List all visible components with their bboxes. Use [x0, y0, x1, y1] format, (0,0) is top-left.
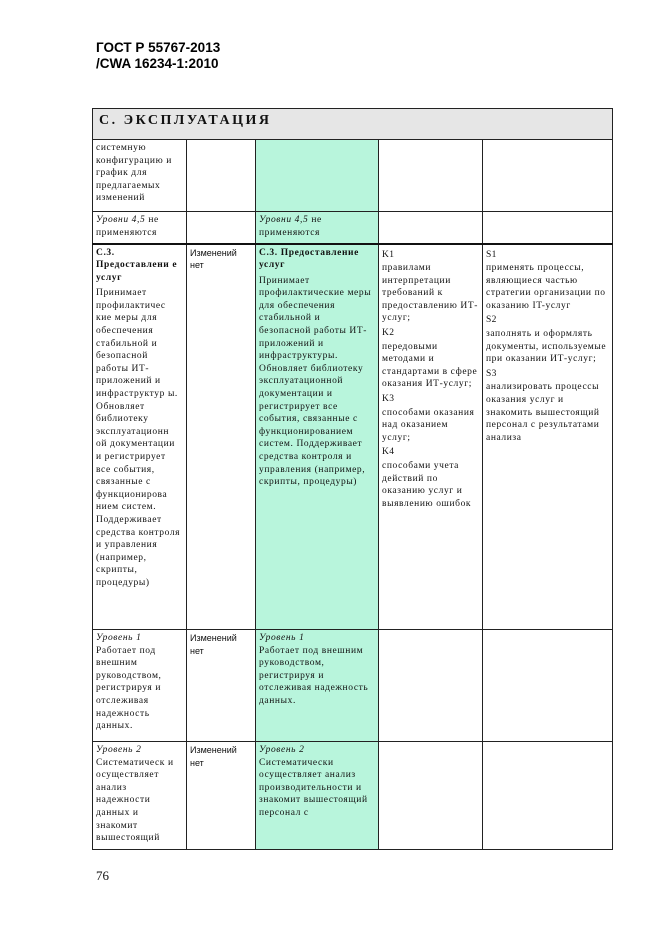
cell-level-1-highlighted [256, 630, 379, 742]
cell-text: системную конфигурацию и график для предлагаемых изменений [96, 143, 172, 204]
cell-knowledge-list [379, 244, 483, 630]
level-label: Уровень 2 [96, 745, 142, 755]
cell-highlighted [256, 140, 379, 212]
section-header-row [93, 109, 613, 140]
competence-title: С.3. Предоставлени е услуг [96, 247, 178, 283]
skill-text: применять процессы, являющиеся частью стратегии организации по оказанию IT-услуг [486, 263, 606, 311]
knowledge-code: K1 [382, 249, 395, 260]
knowledge-text: способами учета действий по оказанию услуг и выявлению ошибок [382, 461, 472, 509]
knowledge-text: способами оказания над оказанием услуг; [382, 407, 475, 443]
table-row [93, 212, 613, 244]
skill-code: S3 [486, 368, 497, 379]
cell-c3-original [93, 244, 187, 630]
cell-level-2-highlighted [256, 742, 379, 850]
table-row-level-2 [93, 742, 613, 850]
cell-skills [483, 212, 613, 244]
cell-e-competence [93, 140, 187, 212]
cell-changes [187, 140, 256, 212]
level-description: Систематически осуществляет анализ производительности и знакомит вышестоящий персонал с [259, 757, 368, 818]
cell-c3-highlighted [256, 244, 379, 630]
cell-knowledge [379, 212, 483, 244]
cell-levels-note [93, 212, 187, 244]
knowledge-text: передовыми методами и стандартами в сфере оказания ИТ-услуг; [382, 341, 478, 390]
level-description: Систематическ и осуществляет анализ надежности данных и знакомит вышестоящий [96, 757, 174, 844]
standard-code: ГОСТ Р 55767-2013 [96, 40, 221, 55]
cell-changes: Изменений нет [187, 742, 256, 850]
cell-level-2-original [93, 742, 187, 850]
skill-text: анализировать процессы оказания услуг и знакомить вышестоящий персонал с результатами анализа [486, 382, 600, 443]
levels-text: не применяются [259, 215, 322, 238]
cell-changes: Изменений нет [187, 244, 256, 630]
competence-description: Принимает профилактичес кие меры для обеспечения стабильной и безопасной работы ИТ-приложений и инфраструктур ы. Обновляет библиотеку эксплуатационн ой документации и регистрирует все события, связанные с функционирова нием систем. Поддерживает средства контроля и управления (например, скрипты, процедуры) [96, 288, 181, 588]
level-label: Уровень 2 [259, 745, 305, 755]
cell-changes: Изменений нет [187, 630, 256, 742]
level-label: Уровень 1 [96, 633, 142, 643]
cell-skills [483, 742, 613, 850]
standard-code-cwa: /CWA 16234-1:2010 [96, 56, 219, 71]
cell-knowledge [379, 742, 483, 850]
cell-level-1-original [93, 630, 187, 742]
document-header [96, 40, 220, 72]
competence-table [92, 108, 613, 850]
section-title: С. ЭКСПЛУАТАЦИЯ [93, 109, 613, 140]
levels-label: Уровни 4,5 [96, 215, 146, 225]
table-row-c3 [93, 244, 613, 630]
competence-title: С.3. Предоставление услуг [259, 247, 359, 271]
knowledge-text: правилами интерпретации требований к предоставлению ИТ-услуг; [382, 263, 479, 324]
table-row [93, 140, 613, 212]
skill-text: заполнять и оформлять документы, используемые при оказании ИТ-услуг; [486, 329, 607, 365]
knowledge-code: K2 [382, 328, 395, 339]
levels-label: Уровни 4,5 [259, 215, 309, 225]
cell-knowledge [379, 140, 483, 212]
cell-knowledge [379, 630, 483, 742]
skill-code: S2 [486, 315, 497, 326]
page-number: 76 [96, 868, 109, 883]
table-row-level-1 [93, 630, 613, 742]
level-description: Работает под внешним руководством, регистрируя и отслеживая надежность данных. [96, 645, 162, 732]
cell-highlighted-levels [256, 212, 379, 244]
knowledge-code: K4 [382, 447, 395, 458]
cell-changes [187, 212, 256, 244]
cell-skills-list [483, 244, 613, 630]
knowledge-code: K3 [382, 394, 395, 405]
competence-description: Принимает профилактические меры для обеспечения стабильной и безопасной работы ИТ-приложений и инфраструктуры. Обновляет библиотеку эксплуатационной документации и регистрирует все события, связанные с функционированием систем. Поддерживает средства контроля и управления (например, скрипты, процедуры) [259, 275, 372, 488]
level-description: Работает под внешним руководством, регистрируя и отслеживая надежность данных. [259, 645, 369, 706]
cell-skills [483, 140, 613, 212]
cell-skills [483, 630, 613, 742]
levels-text: не применяются [96, 215, 159, 238]
level-label: Уровень 1 [259, 633, 305, 643]
skill-code: S1 [486, 249, 497, 260]
